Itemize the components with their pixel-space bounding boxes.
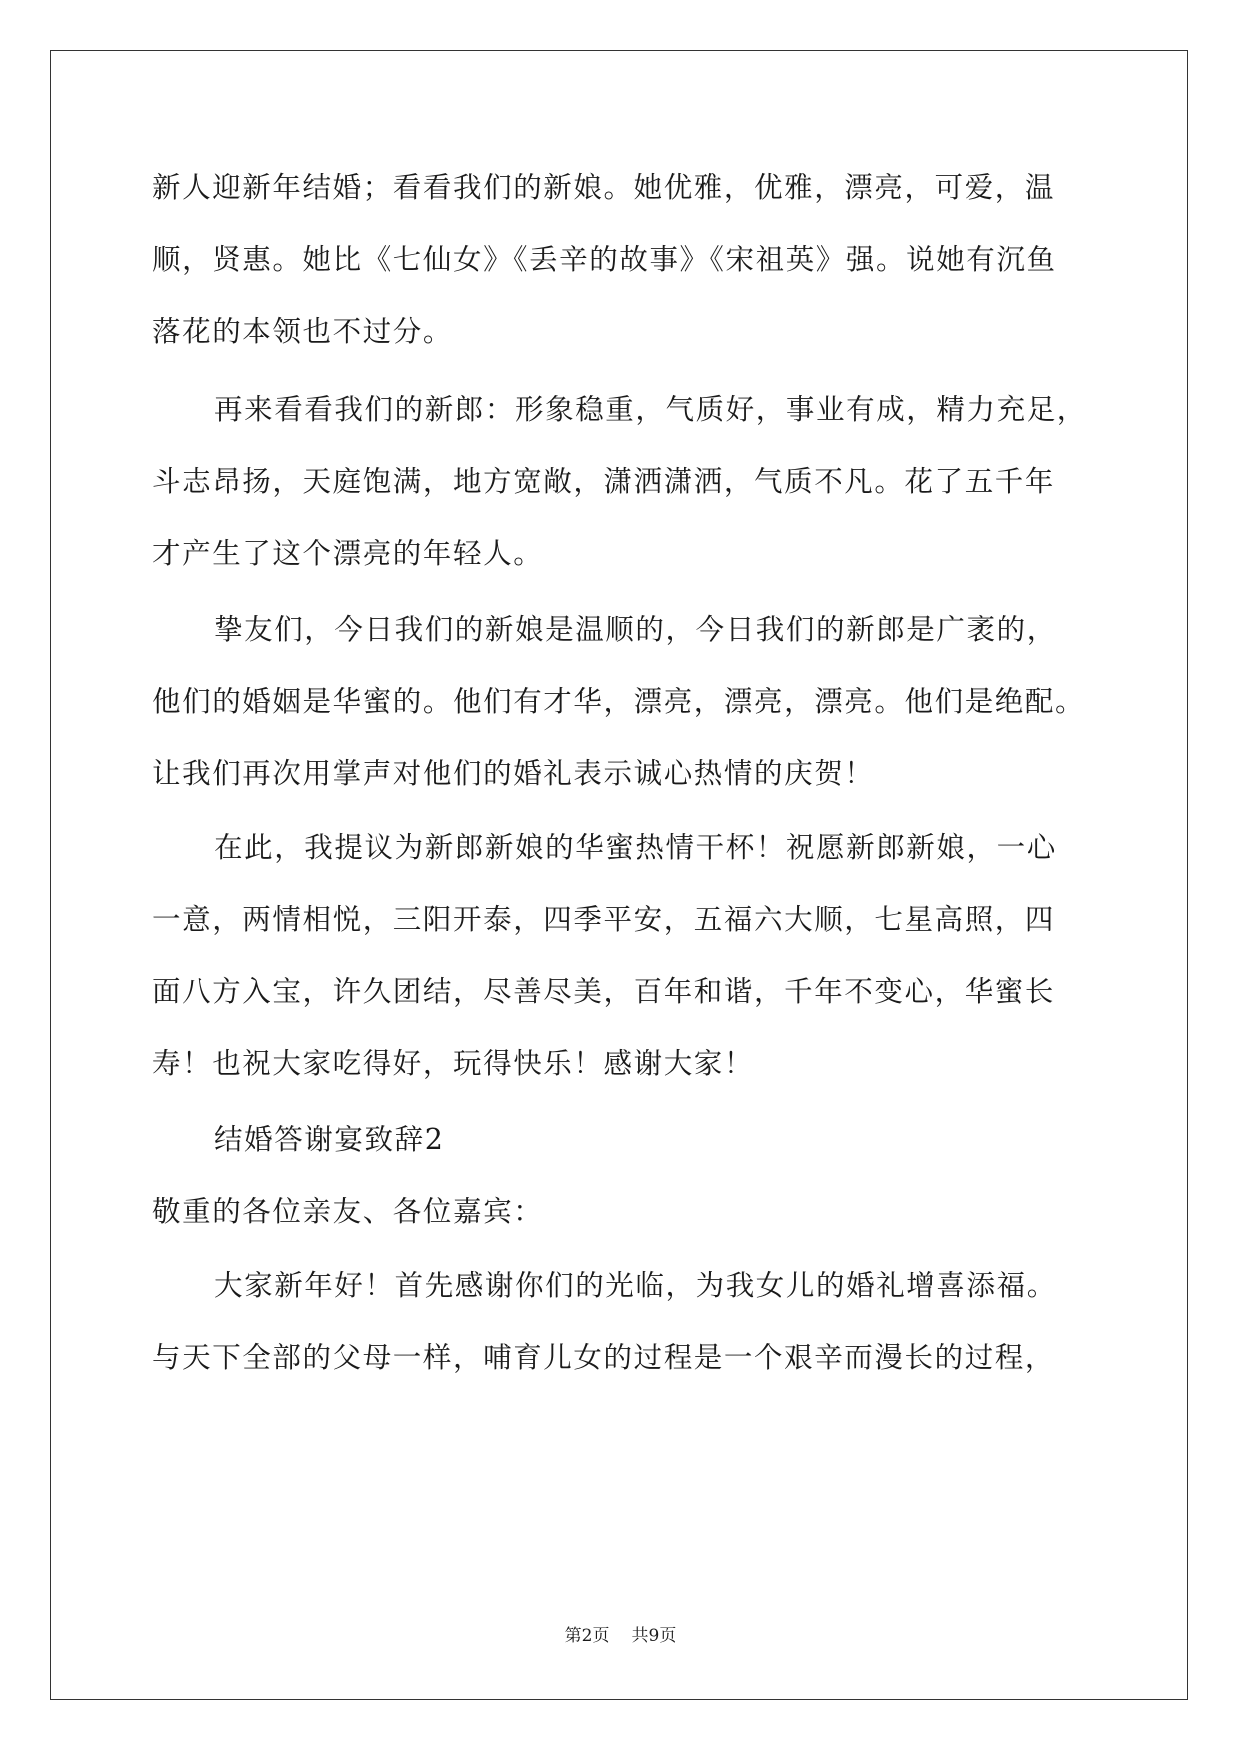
text-line: 挚友们，今日我们的新娘是温顺的，今日我们的新郎是广袤的， — [214, 613, 1057, 646]
text-line: 再来看看我们的新郎：形象稳重，气质好，事业有成，精力充足， — [214, 393, 1087, 426]
text-line: 面八方入宝，许久团结，尽善尽美，百年和谐，千年不变心，华蜜长 — [152, 975, 1056, 1008]
text-line: 落花的本领也不过分。 — [152, 315, 454, 348]
page-number: 第2页 — [564, 1626, 610, 1646]
text-line: 让我们再次用掌声对他们的婚礼表示诚心热情的庆贺！ — [152, 757, 875, 790]
text-line: 与天下全部的父母一样，哺育儿女的过程是一个艰辛而漫长的过程， — [152, 1341, 1056, 1374]
section-heading: 结婚答谢宴致辞2 — [214, 1123, 445, 1156]
text-line: 才产生了这个漂亮的年轻人。 — [152, 537, 544, 570]
text-line: 新人迎新年结婚；看看我们的新娘。她优雅，优雅，漂亮，可爱，温 — [152, 171, 1056, 204]
salutation: 敬重的各位亲友、各位嘉宾： — [152, 1195, 544, 1228]
page-border — [50, 50, 1188, 1700]
text-line: 顺，贤惠。她比《七仙女》《丢辛的故事》《宋祖英》强。说她有沉鱼 — [152, 243, 1057, 276]
text-line: 寿！也祝大家吃得好，玩得快乐！感谢大家！ — [152, 1047, 755, 1080]
text-line: 斗志昂扬，天庭饱满，地方宽敞，潇洒潇洒，气质不凡。花了五千年 — [152, 465, 1056, 498]
text-line: 他们的婚姻是华蜜的。他们有才华，漂亮，漂亮，漂亮。他们是绝配。 — [152, 685, 1086, 718]
page-total: 共9页 — [631, 1626, 677, 1646]
text-line: 在此，我提议为新郎新娘的华蜜热情干杯！祝愿新郎新娘，一心 — [214, 831, 1057, 864]
text-line: 一意，两情相悦，三阳开泰，四季平安，五福六大顺，七星高照，四 — [152, 903, 1056, 936]
text-line: 大家新年好！首先感谢你们的光临，为我女儿的婚礼增喜添福。 — [214, 1269, 1057, 1302]
page-footer — [0, 1624, 1241, 1648]
